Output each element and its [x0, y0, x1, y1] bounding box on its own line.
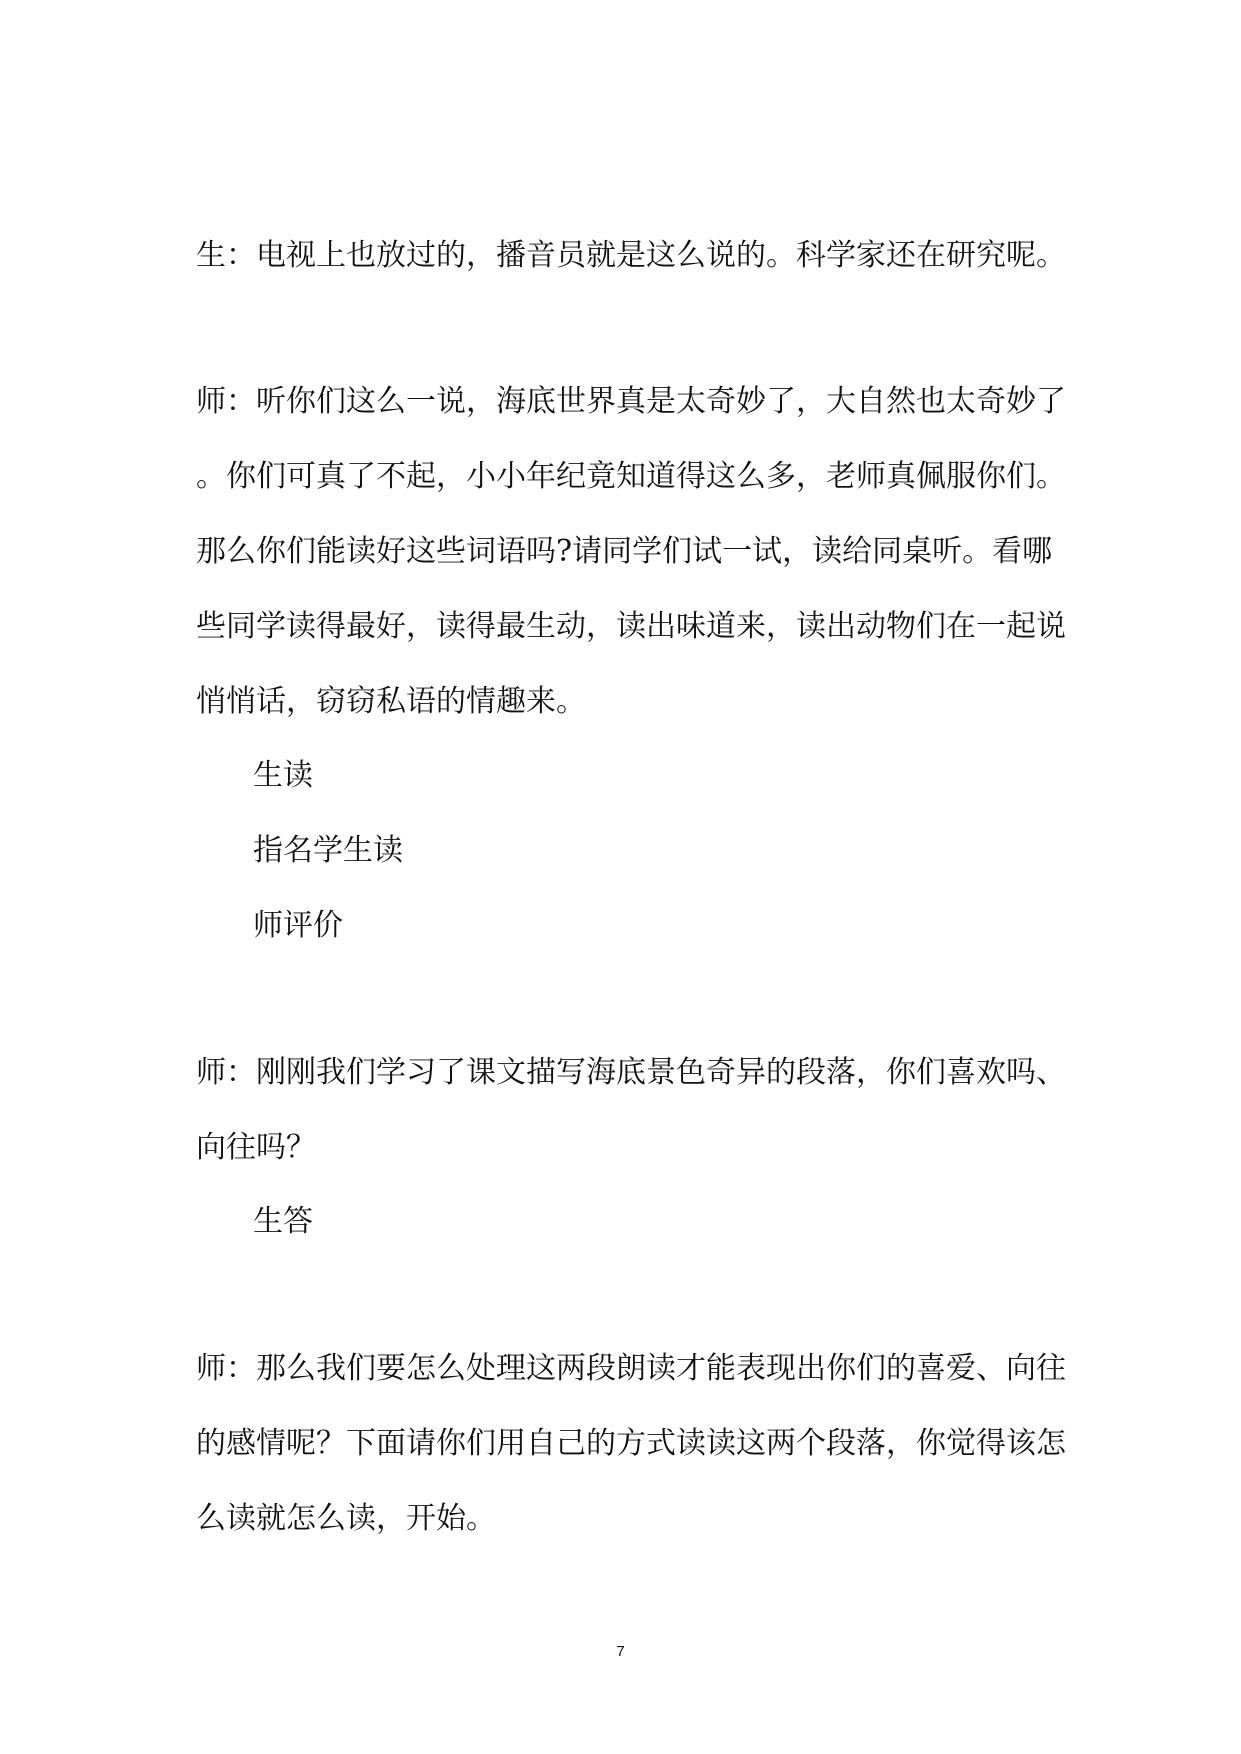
paragraph-line: 师：那么我们要怎么处理这两段朗读才能表现出你们的喜爱、向往 — [196, 1351, 1066, 1386]
paragraph-line: 。你们可真了不起，小小年纪竟知道得这么多，老师真佩服你们。 — [196, 459, 1066, 494]
paragraph-teacher-evaluates: 师评价 — [253, 908, 343, 943]
paragraph-student-answers: 生答 — [253, 1204, 313, 1239]
paragraph-line: 的感情呢？下面请你们用自己的方式读读这两个段落，你觉得该怎 — [196, 1426, 1066, 1461]
paragraph-line: 师：刚刚我们学习了课文描写海底景色奇异的段落，你们喜欢吗、 — [196, 1055, 1066, 1090]
paragraph-line: 师：听你们这么一说，海底世界真是太奇妙了，大自然也太奇妙了 — [196, 384, 1066, 419]
page-number: 7 — [616, 1643, 625, 1660]
paragraph-line: 向往吗？ — [196, 1130, 316, 1165]
paragraph-line: 悄悄话，窃窃私语的情趣来。 — [196, 684, 586, 719]
paragraph-line: 那么你们能读好这些词语吗?请同学们试一试，读给同桌听。看哪 — [196, 534, 1053, 569]
paragraph-line: 么读就怎么读，开始。 — [196, 1501, 496, 1536]
paragraph-line: 些同学读得最好，读得最生动，读出味道来，读出动物们在一起说 — [196, 609, 1066, 644]
paragraph-student-tv: 生：电视上也放过的，播音员就是这么说的。科学家还在研究呢。 — [196, 238, 1066, 273]
paragraph-named-student-reads: 指名学生读 — [253, 833, 403, 868]
paragraph-student-reads: 生读 — [253, 758, 313, 793]
